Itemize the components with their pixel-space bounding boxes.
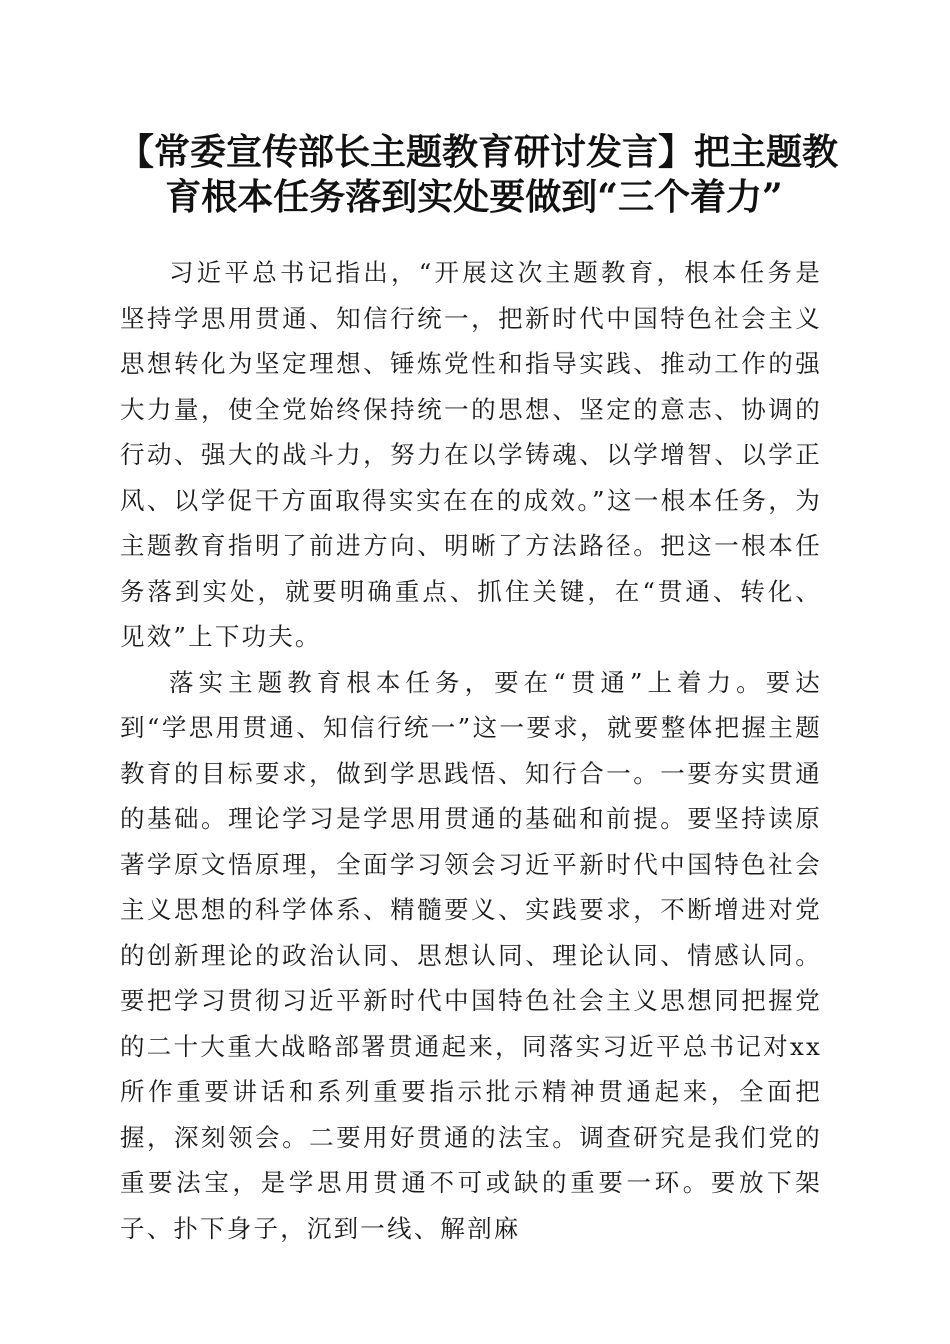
title-line-2: 育根本任务落到实处要做到“三个着力” [165, 176, 783, 218]
title-line-1: 【常委宣传部长主题教育研讨发言】把主题教 [118, 131, 839, 173]
document-title [118, 130, 839, 220]
document-body [120, 250, 822, 1251]
paragraph-2: 落实主题教育根本任务，要在“贯通”上着力。要达到“学思用贯通、知信行统一”这一要求，就要整体把握主题教育的目标要求，做到学思践悟、知行合一。一要夯实贯通的基础。理论学习是学思用贯通的基础和前提。要坚持读原著学原文悟原理，全面学习领会习近平新时代中国特色社会主义思想的科学体系、精髓要义、实践要求，不断增进对党的创新理论的政治认同、思想认同、理论认同、情感认同。要把学习贯彻习近平新时代中国特色社会主义思想同把握党的二十大重大战略部署贯通起来，同落实习近平总书记对xx所作重要讲话和系列重要指示批示精神贯通起来，全面把握，深刻领会。二要用好贯通的法宝。调查研究是我们党的重要法宝，是学思用贯通不可或缺的重要一环。要放下架子、扑下身子，沉到一线、解剖麻 [120, 667, 822, 1243]
paragraph-1: 习近平总书记指出，“开展这次主题教育，根本任务是坚持学思用贯通、知信行统一，把新时代中国特色社会主义思想转化为坚定理想、锤炼党性和指导实践、推动工作的强大力量，使全党始终保持统一的思想、坚定的意志、协调的行动、强大的战斗力，努力在以学铸魂、以学增智、以学正风、以学促干方面取得实实在在的成效。”这一根本任务，为主题教育指明了前进方向、明晰了方法路径。把这一根本任务落到实处，就要明确重点、抓住关键，在“贯通、转化、见效”上下功夫。 [120, 258, 822, 651]
